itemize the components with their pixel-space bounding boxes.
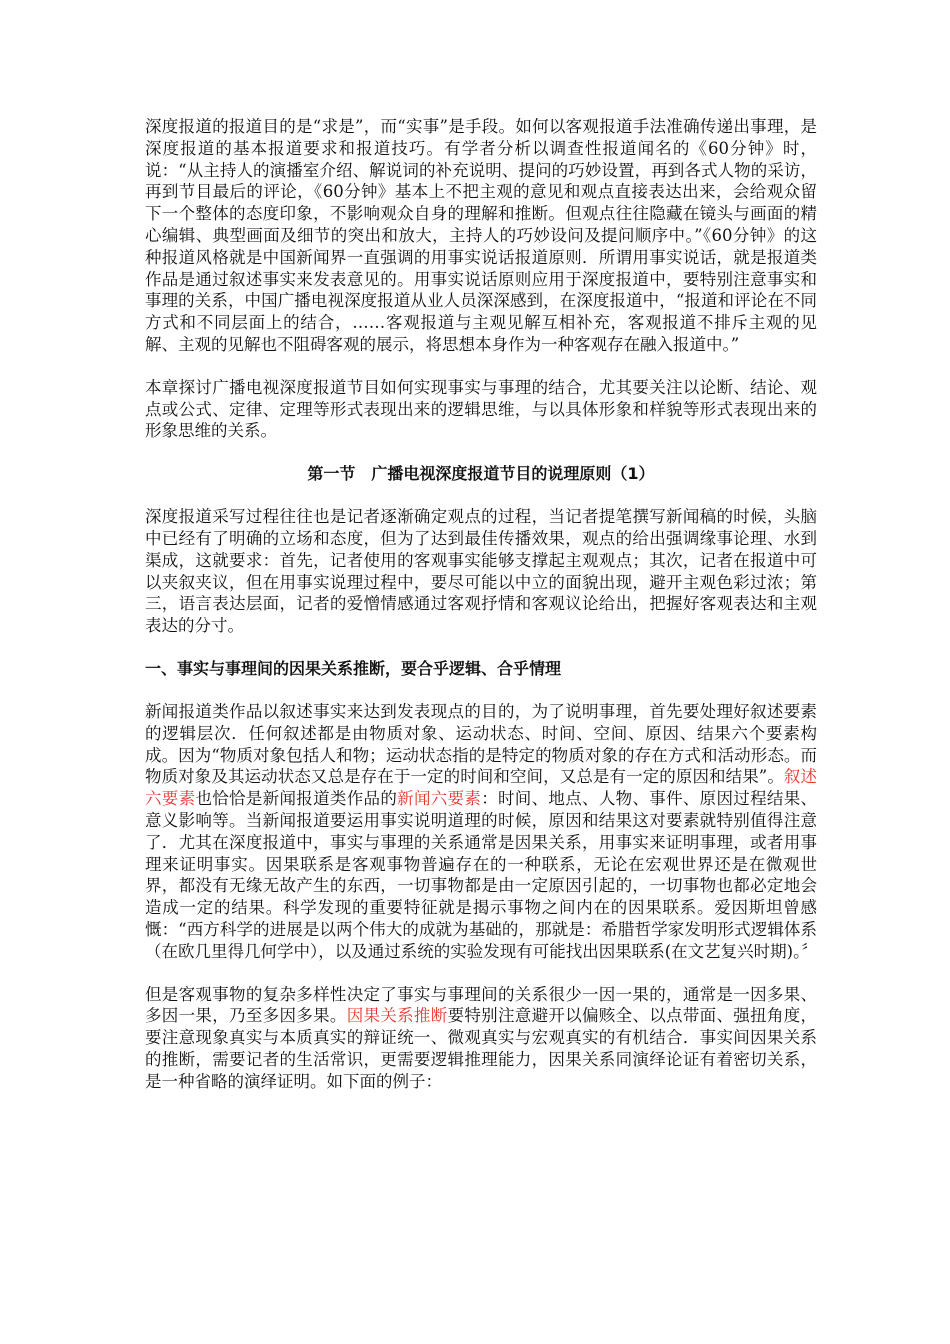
text-run: 新闻报道类作品以叙述事实来达到发表现点的目的，为了说明事理，首先要处理好叙述要素的逻辑层次．任何叙述都是由物质对象、运动状态、时间、空间、原因、结果六个要素构成。因为“物质对象包括人和物；运动状态指的是特定的物质对象的存在方式和活动形态。而物质对象及其运动状态又总是存在于一定的时间和空间，又总是有一定的原因和结果”。 [145, 701, 817, 787]
paragraph-narrative-elements [145, 701, 817, 963]
paragraph-intro: 深度报道的报道目的是“求是”，而“实事”是手段。如何以客观报道手法准确传递出事理，是深度报道的基本报道要求和报道技巧。有学者分析以调查性报道闻名的《60分钟》时，说：“从主持人的演播室介绍、解说词的补充说明、提问的巧妙设置，再到各式人物的采访，再到节目最后的评论，《60分钟》基本上不把主观的意见和观点直接表达出来，会给观众留下一个整体的态度印象，不影响观众自身的理解和推断。但观点往往隐藏在镜头与画面的精心编辑、典型画面及细节的突出和放大，主持人的巧妙设问及提问顺序中。”《60分钟》的这种报道风格就是中国新闻界一直强调的用事实说话报道原则．所谓用事实说话，就是报道类作品是通过叙述事实来发表意见的。用事实说话原则应用于深度报道中，要特别注意事实和事理的关系，中国广播电视深度报道从业人员深深感到，在深度报道中，“报道和评论在不同方式和不同层面上的结合，……客观报道与主观见解互相补充，客观报道不排斥主观的见解、主观的见解也不阻碍客观的展示，将思想本身作为一种客观存在融入报道中。” [145, 117, 817, 354]
highlight-news-six-elements: 新闻六要素 [397, 789, 482, 809]
highlight-causal-inference: 因果关系推断 [346, 1006, 448, 1026]
highlight-narrative-six-elements: 叙述六要素 [145, 767, 818, 809]
paragraph-causal-inference [145, 984, 817, 1093]
paragraph-chapter-scope: 本章探讨广播电视深度报道节目如何实现事实与事理的结合，尤其要关注以论断、结论、观点或公式、定律、定理等形式表现出来的逻辑思维，与以具体形象和样貌等形式表现出来的形象思维的关系。 [145, 377, 817, 441]
text-run: 但是客观事物的复杂多样性决定了事实与事理间的关系很少一因一果的，通常是一因多果、多因一果，乃至多因多果。 [145, 984, 817, 1026]
section-title: 第一节 广播电视深度报道节目的说理原则（1） [307, 464, 655, 484]
text-run: 要特别注意避开以偏赅全、以点带面、强扭角度，要注意现象真实与本质真实的辩证统一、微观真实与宏观真实的有机结合．事实间因果关系的推断，需要记者的生活常识，更需要逻辑推理能力，因果关系同演绎论证有着密切关系，是一种省略的演绎证明。如下面的例子： [145, 1006, 818, 1091]
text-run: 也恰恰是新闻报道类作品的 [195, 789, 398, 809]
sub-heading-causality: 一、事实与事理间的因果关系推断，要合乎逻辑、合乎情理 [145, 658, 562, 678]
document-page [145, 116, 817, 1113]
text-run: ：时间、地点、人物、事件、原因过程结果、意义影响等。当新闻报道要运用事实说明道理的时候，原因和结果这对要素就特别值得注意了．尤其在深度报道中，事实与事理的关系通常是因果关系，用事实来证明事理，或者用事理来证明事实。因果联系是客观事物普遍存在的一种联系，无论在宏观世界还是在微观世界，都没有无缘无故产生的东西，一切事物都是由一定原因引起的，一切事物也都必定地会造成一定的结果。科学发现的重要特征就是揭示事物之间内在的因果联系。爱因斯坦曾感慨：“西方科学的进展是以两个伟大的成就为基础的，那就是：希腊哲学家发明形式逻辑体系（在欧几里得几何学中），以及通过系统的实验发现有可能找出因果联系(在文艺复兴时期)。〞 [145, 789, 818, 961]
paragraph-reporting-process: 深度报道采写过程往往也是记者逐渐确定观点的过程，当记者提笔撰写新闻稿的时候，头脑中已经有了明确的立场和态度，但为了达到最佳传播效果，观点的给出强调缘事论理、水到渠成，这就要求：首先，记者使用的客观事实能够支撑起主观观点；其次，记者在报道中可以夹叙夹议，但在用事实说理过程中，要尽可能以中立的面貌出现，避开主观色彩过浓；第三，语言表达层面，记者的爱憎情感通过客观抒情和客观议论给出，把握好客观表达和主观表达的分寸。 [145, 507, 817, 636]
